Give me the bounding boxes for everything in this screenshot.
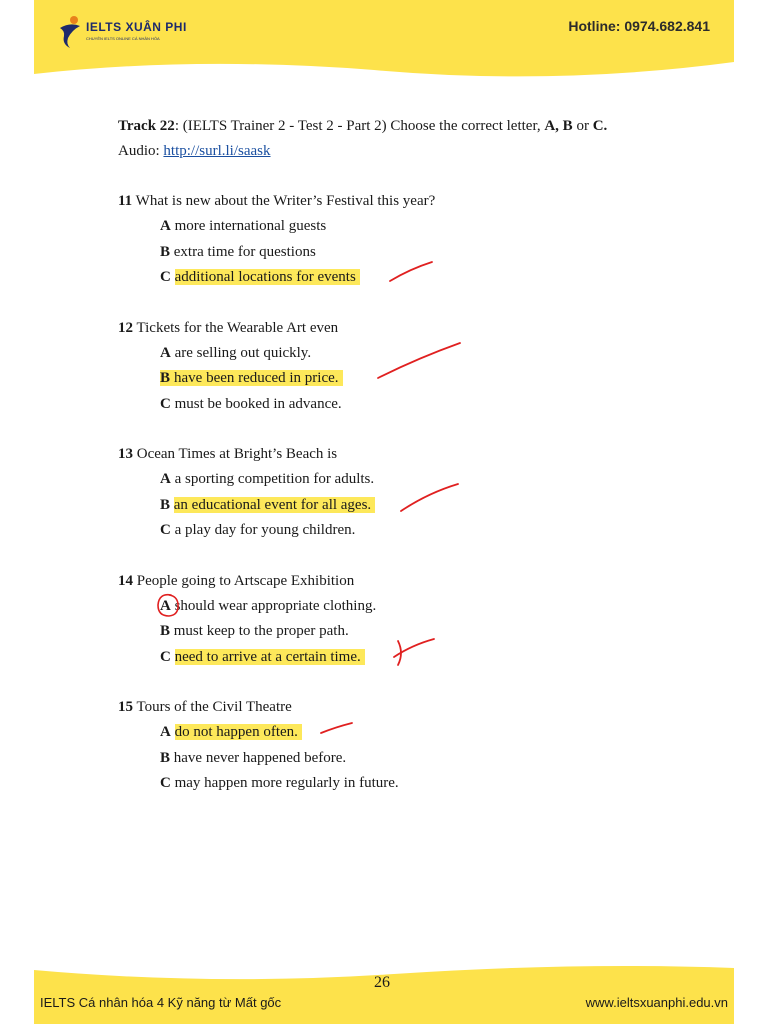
check-mark-icon <box>374 340 464 384</box>
check-mark-icon <box>398 481 462 517</box>
footer-band <box>34 960 734 1024</box>
letters-ab: A, B <box>544 118 573 134</box>
option-text: must be booked in advance. <box>174 395 342 412</box>
option-c[interactable] <box>118 518 698 544</box>
option-text: must keep to the proper path. <box>173 623 349 639</box>
question-13 <box>118 442 698 544</box>
logo <box>56 14 226 50</box>
option-c[interactable] <box>118 645 698 671</box>
option-letter: A <box>160 218 171 234</box>
question-15 <box>118 695 698 797</box>
option-text: are selling out quickly. <box>174 344 312 361</box>
question-12 <box>118 316 698 418</box>
option-letter: C <box>160 775 171 791</box>
option-b[interactable] <box>118 746 698 772</box>
option-c[interactable] <box>118 771 698 797</box>
question-text: People going to Artscape Exhibition <box>136 572 355 589</box>
option-a[interactable] <box>118 214 698 240</box>
question-number: 12 <box>118 319 133 336</box>
question-number: 13 <box>118 446 133 462</box>
instruction-line <box>118 114 698 139</box>
question-stem <box>118 695 698 720</box>
question-number: 15 <box>118 699 133 715</box>
option-letter: B <box>160 243 171 260</box>
cross-mark-icon <box>392 635 438 669</box>
highlighted-answer: an educational event for all ages. <box>174 497 375 513</box>
highlighted-answer: have been reduced in price. <box>174 370 343 386</box>
question-text: Ocean Times at Bright’s Beach is <box>136 446 338 462</box>
question-14 <box>118 569 698 671</box>
option-text: may happen more regularly in future. <box>174 775 399 791</box>
option-letter: A <box>160 471 171 487</box>
question-number: 14 <box>118 572 133 589</box>
option-letter: B <box>160 496 171 513</box>
option-text: have never happened before. <box>173 749 347 766</box>
logo-subtext: CHUYÊN IELTS ONLINE CÁ NHÂN HÓA <box>86 36 160 41</box>
instruction-text: : (IELTS Trainer 2 - Test 2 - Part 2) Choose the correct letter, <box>174 118 545 134</box>
option-c[interactable] <box>118 392 698 418</box>
option-letter: B <box>160 370 174 386</box>
question-text: Tours of the Civil Theatre <box>136 699 292 715</box>
footer-website[interactable]: www.ieltsxuanphi.edu.vn <box>585 995 728 1010</box>
question-stem <box>118 316 698 341</box>
question-text: What is new about the Writer’s Festival this year? <box>135 193 436 209</box>
check-mark-icon <box>388 259 436 287</box>
page-number: 26 <box>374 974 390 991</box>
option-text: a sporting competition for adults. <box>174 471 375 487</box>
question-stem <box>118 189 698 214</box>
option-c[interactable] <box>118 265 698 291</box>
option-b[interactable] <box>118 493 698 519</box>
audio-label: Audio: <box>118 143 164 159</box>
option-letter: A <box>160 597 171 614</box>
check-mark-icon <box>318 718 358 738</box>
hotline: Hotline: 0974.682.841 <box>568 18 710 34</box>
option-letter: C <box>160 395 171 412</box>
option-text: more international guests <box>174 218 327 234</box>
option-letter: B <box>160 623 171 639</box>
question-11 <box>118 189 698 291</box>
option-letter: C <box>160 648 171 665</box>
highlighted-answer: do not happen often. <box>175 724 302 740</box>
logo-text: IELTS XUÂN PHI <box>86 20 187 34</box>
footer-course-title: IELTS Cá nhân hóa 4 Kỹ năng từ Mất gốc <box>40 995 282 1010</box>
logo-figure-icon <box>56 14 86 50</box>
option-letter: C <box>160 522 171 538</box>
letter-c: C. <box>592 118 608 134</box>
option-text: a play day for young children. <box>174 522 356 538</box>
worksheet-content <box>118 114 698 797</box>
question-number: 11 <box>118 193 133 209</box>
question-stem <box>118 569 698 594</box>
option-letter: A <box>160 344 171 361</box>
option-a[interactable] <box>118 720 698 746</box>
option-text: should wear appropriate clothing. <box>174 597 377 614</box>
audio-line <box>118 139 698 164</box>
question-stem <box>118 442 698 467</box>
option-letter: B <box>160 749 171 766</box>
option-b[interactable] <box>118 366 698 392</box>
option-letter: C <box>160 269 171 285</box>
highlighted-answer: need to arrive at a certain time. <box>175 649 365 665</box>
or-text: or <box>572 118 593 134</box>
question-text: Tickets for the Wearable Art even <box>136 319 339 336</box>
option-letter: A <box>160 724 171 740</box>
option-a[interactable] <box>118 594 698 620</box>
highlighted-answer: additional locations for events <box>175 269 360 285</box>
option-text: extra time for questions <box>173 243 316 260</box>
audio-link[interactable]: http://surl.li/saask <box>163 143 271 159</box>
track-label: Track 22 <box>118 118 175 134</box>
circle-mark-icon <box>155 591 181 619</box>
